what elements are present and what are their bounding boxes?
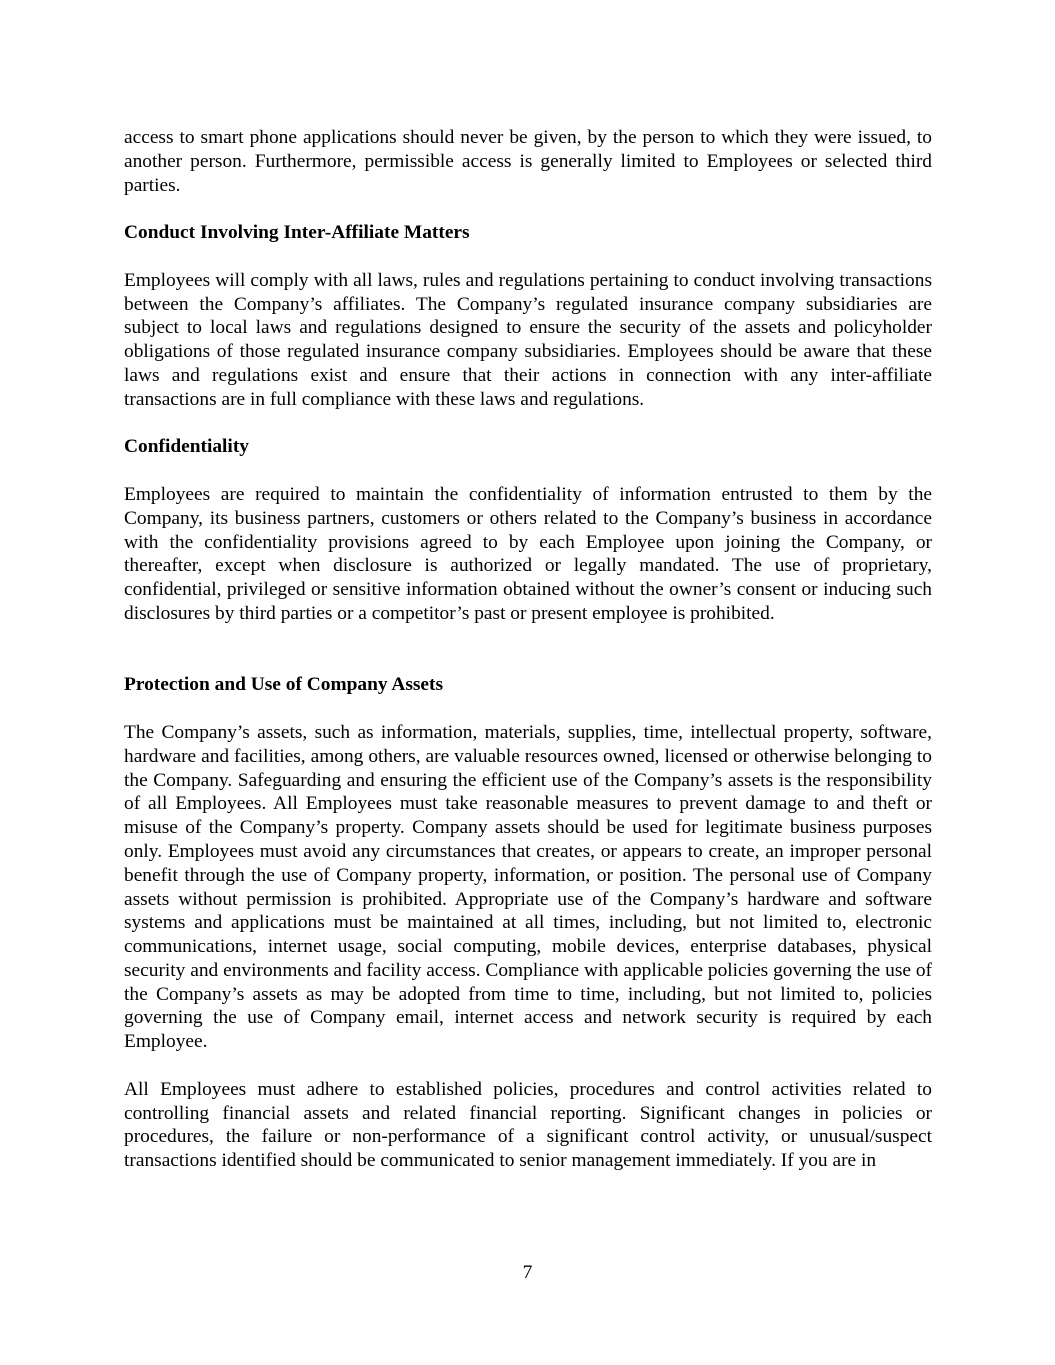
- heading-company-assets: Protection and Use of Company Assets: [124, 674, 444, 696]
- paragraph-company-assets-1: The Company’s assets, such as information, materials, supplies, time, intellectual property, software, hardware and facilities, among others, are valuable resources owned, licensed or otherwise belonging to the Company. Safeguarding and ensuring the efficient use of the Company’s assets is the responsibility of all Employees. All Employees must take reasonable measures to prevent damage to and theft or misuse of the Company’s property. Company assets should be used for legitimate business purposes only. Employees must avoid any circumstances that creates, or appears to create, an improper personal benefit through the use of Company property, information, or position. The personal use of Company assets without permission is prohibited. Appropriate use of the Company’s hardware and software systems and applications must be maintained at all times, including, but not limited to, electronic communications, internet usage, social computing, mobile devices, enterprise databases, physical security and environments and facility access. Compliance with applicable policies governing the use of the Company’s assets as may be adopted from time to time, including, but not limited to, policies governing the use of Company email, internet access and network security is required by each Employee.: [124, 721, 932, 1053]
- page-number: 7: [522, 1262, 533, 1283]
- heading-confidentiality: Confidentiality: [124, 436, 249, 458]
- document-page: [124, 126, 932, 1173]
- paragraph-inter-affiliate: Employees will comply with all laws, rules and regulations pertaining to conduct involving transactions between the Company’s affiliates. The Company’s regulated insurance company subsidiaries are subject to local laws and regulations designed to ensure the security of the assets and policyholder obligations of those regulated insurance company subsidiaries. Employees should be aware that these laws and regulations exist and ensure that their actions in connection with any inter-affiliate transactions are in full compliance with these laws and regulations.: [124, 269, 932, 410]
- paragraph-intro: access to smart phone applications should never be given, by the person to which they were issued, to another person. Furthermore, permissible access is generally limited to Employees or selected third parties.: [124, 127, 932, 196]
- paragraph-company-assets-2: All Employees must adhere to established policies, procedures and control activities related to controlling financial assets and related financial reporting. Significant changes in policies or procedures, the failure or non-performance of a significant control activity, or unusual/suspect transactions identified should be communicated to senior management immediately. If you are in: [124, 1078, 932, 1172]
- heading-inter-affiliate: Conduct Involving Inter-Affiliate Matters: [124, 222, 470, 244]
- paragraph-confidentiality: Employees are required to maintain the confidentiality of information entrusted to them by the Company, its business partners, customers or others related to the Company’s business in accordance with the confidentiality provisions agreed to by each Employee upon joining the Company, or thereafter, except when disclosure is authorized or legally mandated. The use of proprietary, confidential, privileged or sensitive information obtained without the owner’s consent or inducing such disclosures by third parties or a competitor’s past or present employee is prohibited.: [124, 483, 932, 624]
